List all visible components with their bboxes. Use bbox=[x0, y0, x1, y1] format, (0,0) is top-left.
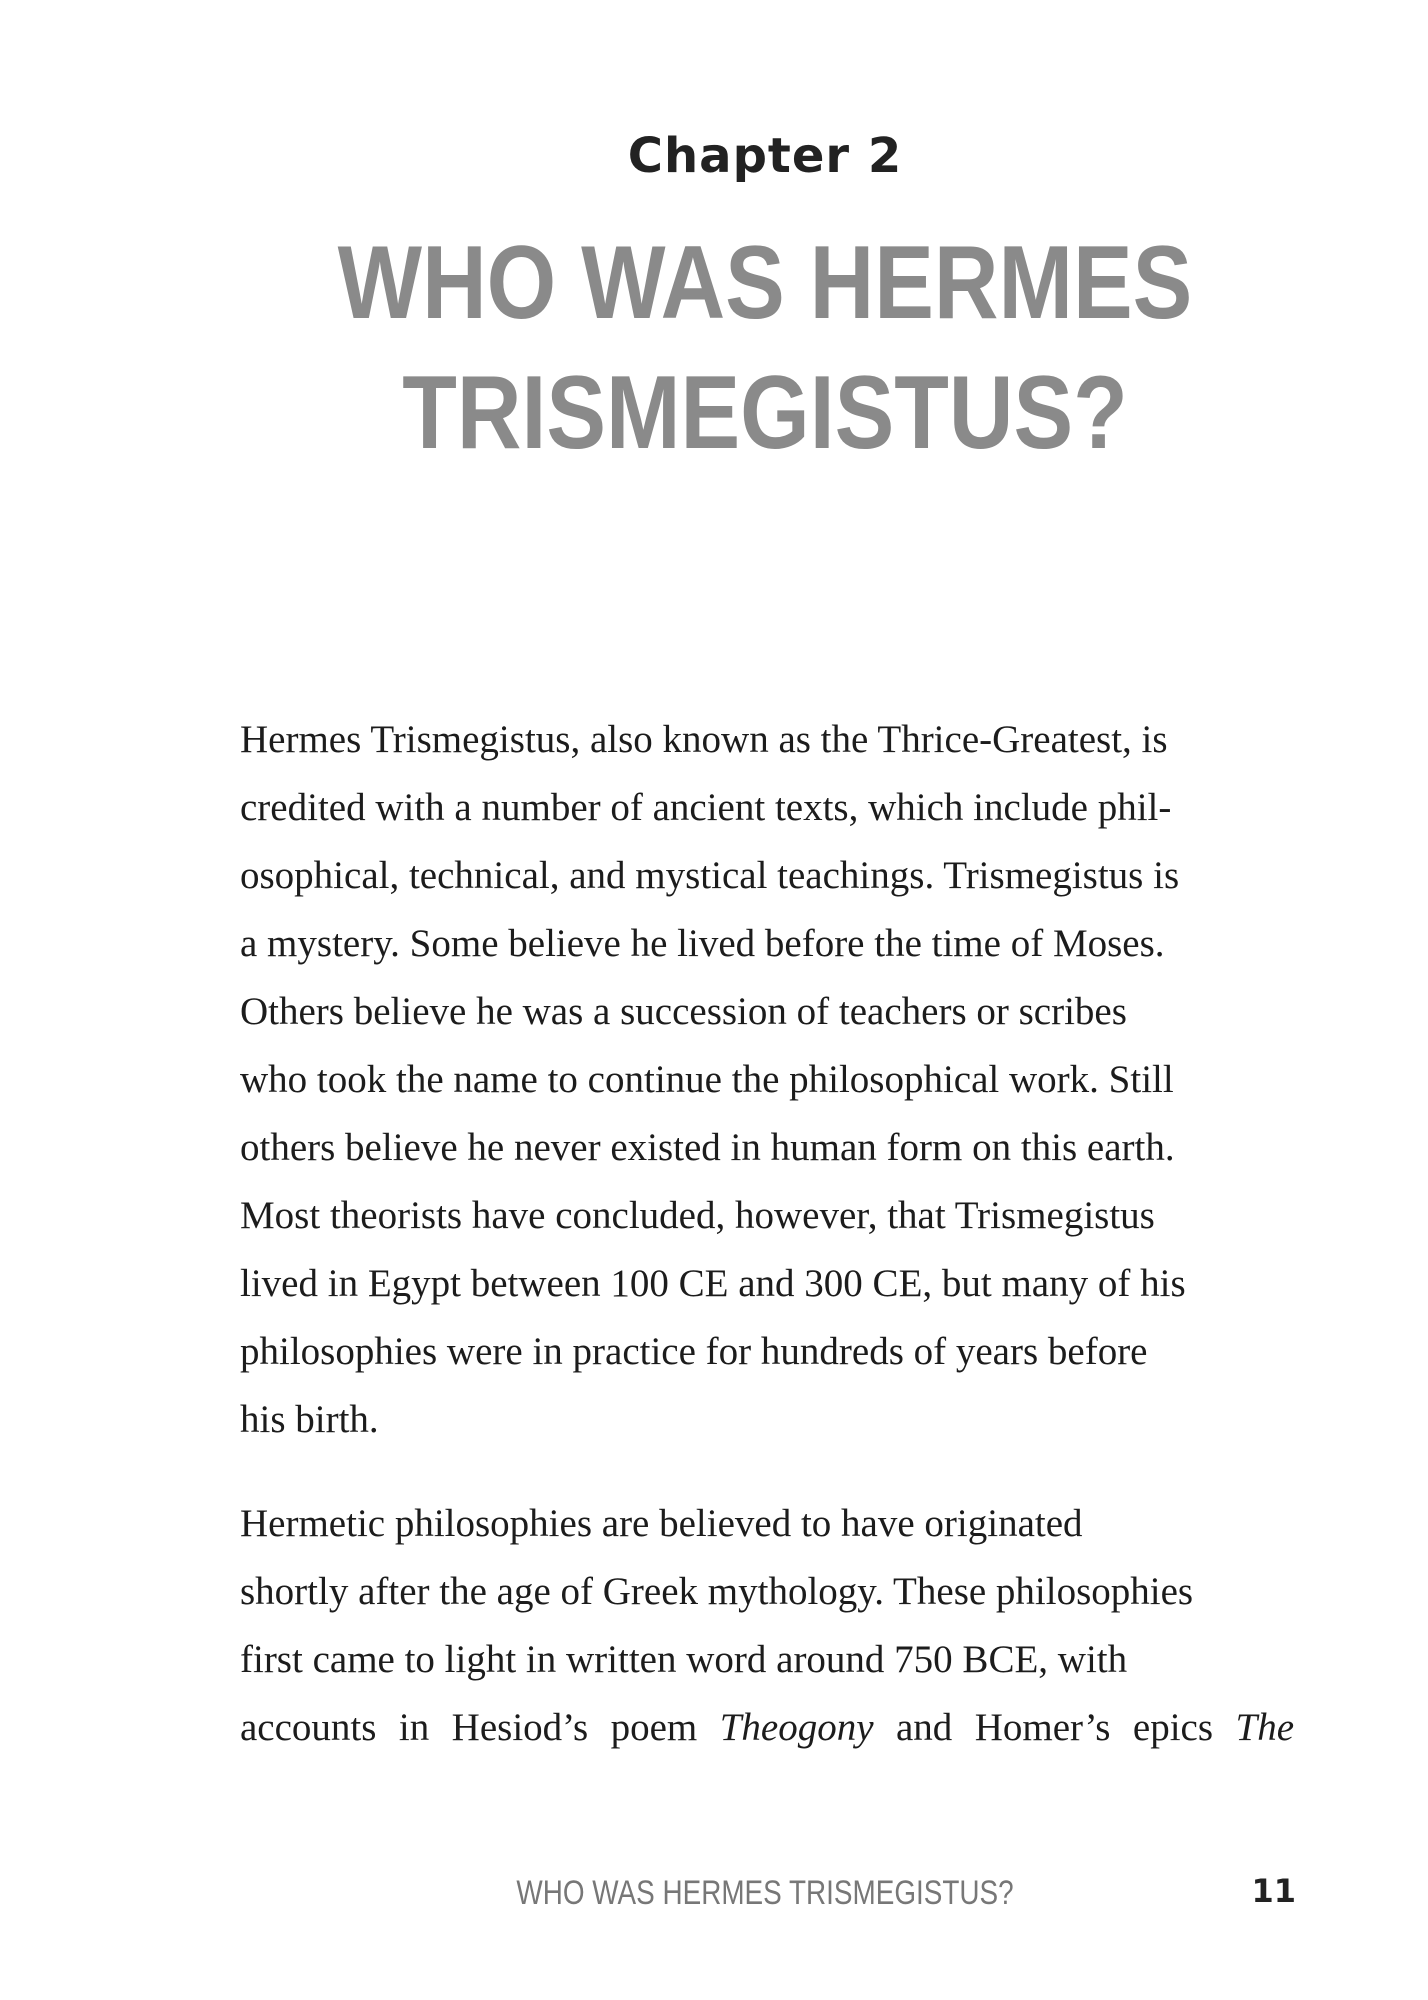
chapter-label: Chapter 2 bbox=[627, 128, 903, 184]
text-segment: accounts in Hesiod’s poem bbox=[240, 1706, 720, 1749]
body-text bbox=[240, 706, 1294, 1798]
text-line: who took the name to continue the philosophical work. Still bbox=[240, 1058, 1174, 1101]
text-line: others believe he never existed in human form on this earth. bbox=[240, 1126, 1175, 1169]
book-title-theogony: Theogony bbox=[719, 1706, 874, 1749]
paragraph-1 bbox=[240, 706, 1294, 1454]
page-number: 11 bbox=[1251, 1872, 1296, 1910]
text-line: Hermetic philosophies are believed to have originated bbox=[240, 1502, 1083, 1545]
text-line: Most theorists have concluded, however, that Trismegistus bbox=[240, 1194, 1155, 1237]
paragraph-2 bbox=[240, 1490, 1294, 1762]
text-line: Hermes Trismegistus, also known as the Thrice-Greatest, is bbox=[240, 718, 1168, 761]
text-line: his birth. bbox=[240, 1398, 379, 1441]
text-line bbox=[240, 1694, 1294, 1762]
chapter-title bbox=[107, 218, 1423, 478]
running-footer-title: WHO WAS HERMES TRISMEGISTUS? bbox=[516, 1874, 1014, 1912]
text-line: philosophies were in practice for hundreds of years before bbox=[240, 1330, 1148, 1373]
text-segment: and Homer’s epics bbox=[873, 1706, 1236, 1749]
chapter-title-line: WHO WAS HERMES bbox=[337, 225, 1193, 341]
text-line: lived in Egypt between 100 CE and 300 CE, but many of his bbox=[240, 1262, 1186, 1305]
text-line: shortly after the age of Greek mythology. These philosophies bbox=[240, 1570, 1194, 1613]
text-line: osophical, technical, and mystical teachings. Trismegistus is bbox=[240, 854, 1180, 897]
text-line: a mystery. Some believe he lived before the time of Moses. bbox=[240, 922, 1165, 965]
text-line: Others believe he was a succession of teachers or scribes bbox=[240, 990, 1127, 1033]
chapter-title-line: TRISMEGISTUS? bbox=[402, 355, 1128, 471]
text-line: first came to light in written word around 750 BCE, with bbox=[240, 1638, 1128, 1681]
text-line: credited with a number of ancient texts, which include phil- bbox=[240, 786, 1172, 829]
book-title-the: The bbox=[1235, 1706, 1294, 1749]
